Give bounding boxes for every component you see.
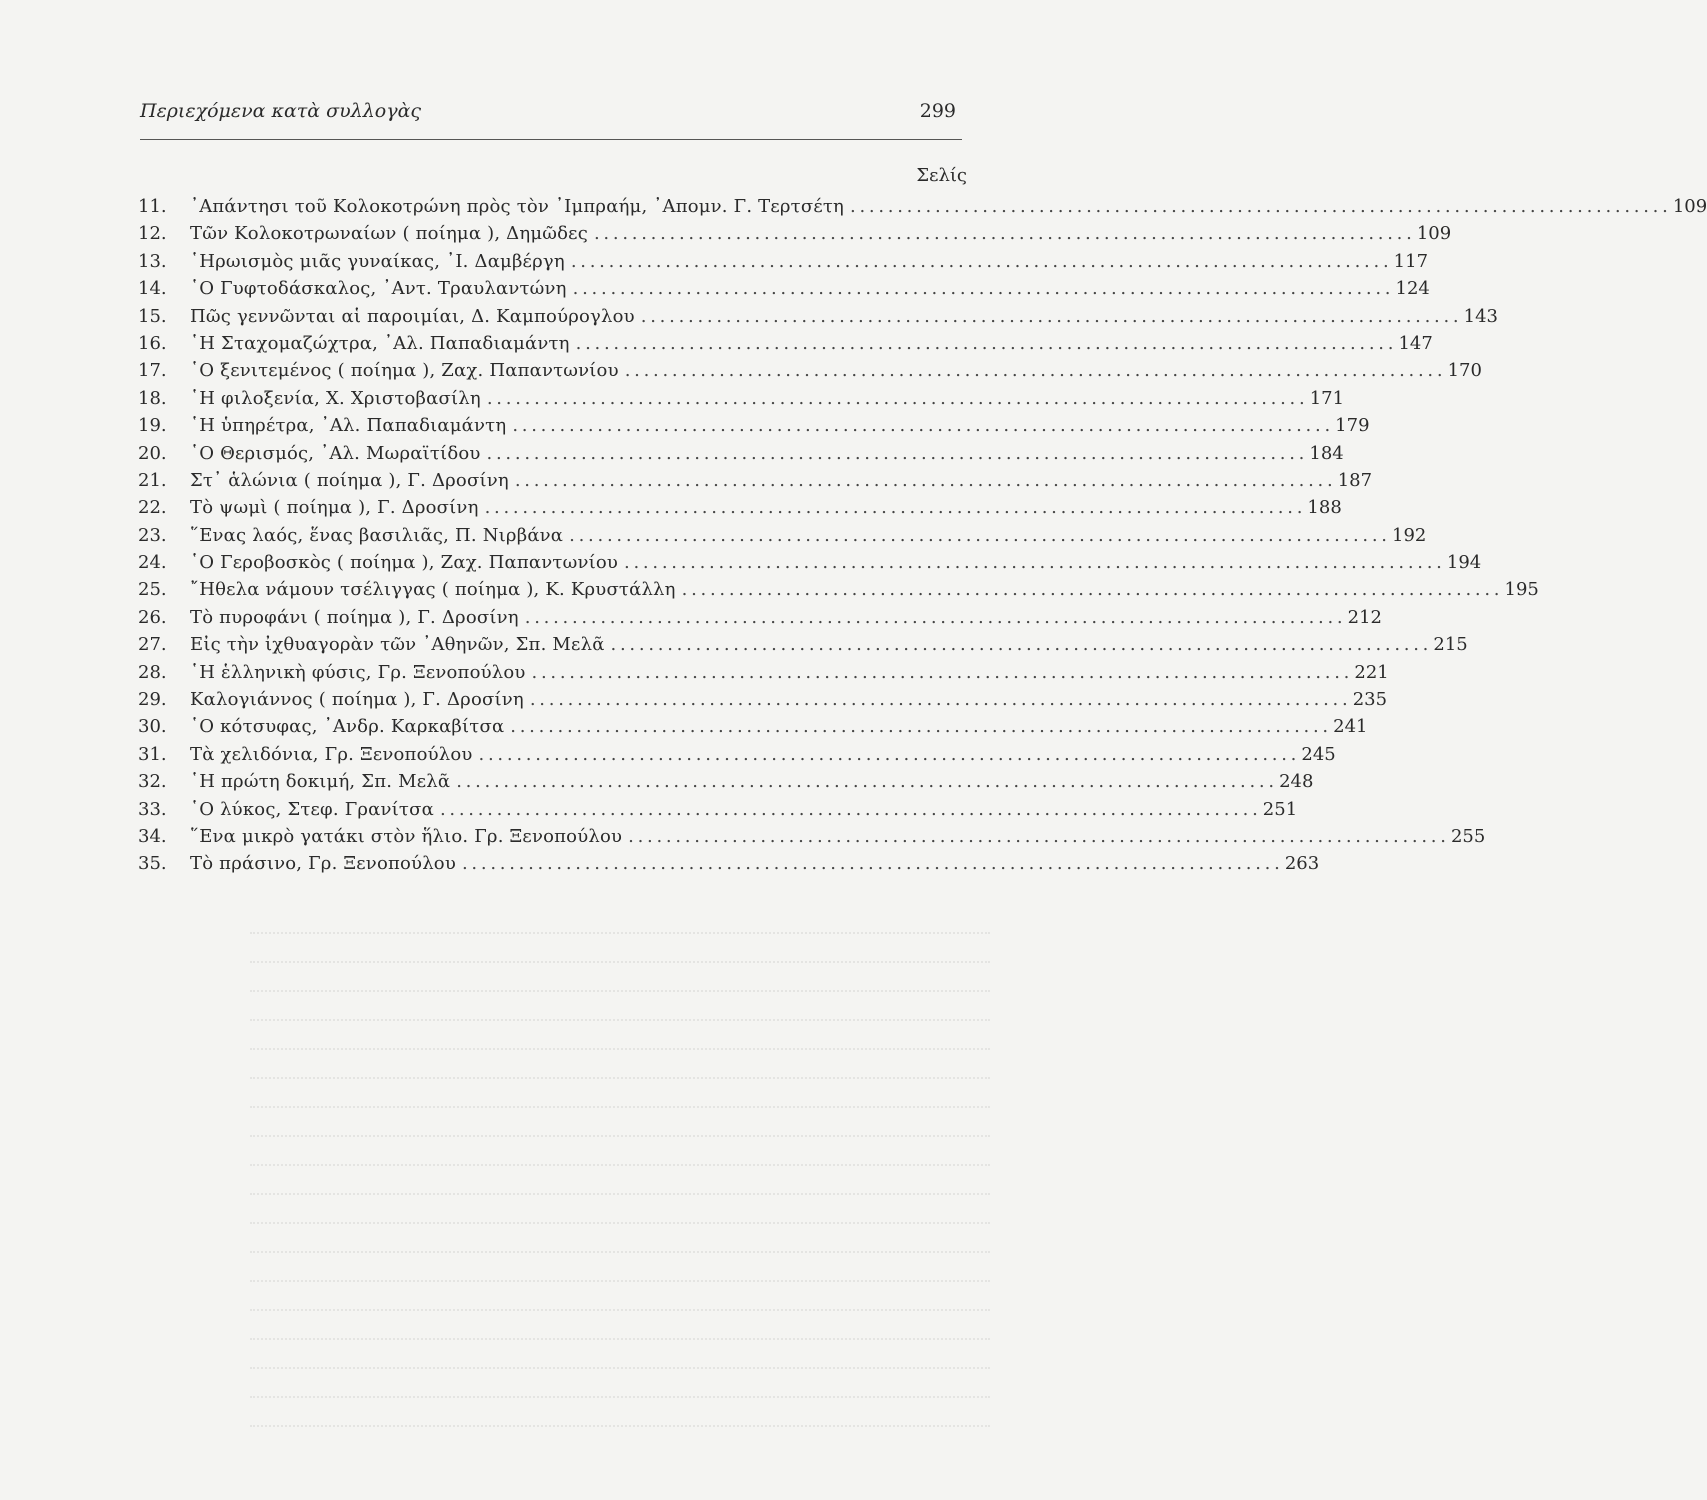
dot-leader [510,713,1327,740]
toc-entry [138,275,1430,302]
toc-entry-number: 23. [138,524,167,546]
toc-entry-page: 170 [1447,360,1482,382]
dot-leader [487,440,1304,467]
toc-entry-number: 30. [138,716,167,738]
toc-entry [138,631,1468,658]
toc-entry [138,686,1388,713]
toc-entry [138,193,1707,220]
toc-entry-title: ῞Ενα μικρὸ γατάκι στὸν ἥλιο. Γρ. Ξενοπούλου [190,825,623,847]
toc-entry-page: 212 [1347,606,1382,628]
toc-entry-page: 192 [1392,524,1427,546]
toc-entry-title: ῾Ο Γυφτοδάσκαλος, ᾿Αντ. Τραυλαντώνη [190,278,567,300]
toc-entry-page: 194 [1446,552,1482,574]
toc-entry [138,796,1298,823]
toc-entry-title: Τὰ χελιδόνια, Γρ. Ξενοπούλου [190,743,473,765]
dot-leader [641,303,1458,330]
toc-entry-number: 27. [138,634,167,656]
dot-leader [487,385,1304,412]
page-number: 299 [919,100,956,122]
toc-entry-page: 241 [1333,716,1368,738]
dot-leader [624,549,1441,576]
toc-entry-title: ῾Ο Γεροβοσκὸς ( ποίημα ), Ζαχ. Παπαντωνίου [190,552,619,574]
toc-entry [138,220,1452,247]
toc-entry-number: 33. [138,798,167,820]
dot-leader [512,412,1329,439]
toc-entry-number: 12. [138,223,167,245]
dot-leader [576,330,1393,357]
table-of-contents [138,193,1707,878]
toc-entry-title: ᾿Απάντησι τοῦ Κολοκοτρώνη πρὸς τὸν ᾿Ιμπραήμ, ᾿Απομν. Γ. Τερτσέτη [190,196,844,217]
dot-leader [569,522,1386,549]
toc-entry-title: ῾Η ἑλληνικὴ φύσις, Γρ. Ξενοπούλου [190,661,526,683]
toc-entry-title: ῾Ο κότσυφας, ᾿Ανδρ. Καρκαβίτσα [190,716,505,738]
toc-entry-number: 35. [138,853,167,875]
toc-entry-page: 251 [1262,798,1298,820]
running-head-title: Περιεχόμενα κατὰ συλλογὰς [140,100,422,122]
dot-leader [628,823,1445,850]
toc-entry [138,713,1368,740]
dot-leader [456,768,1273,795]
toc-entry-page: 195 [1504,579,1539,601]
toc-entry-page: 147 [1398,332,1433,354]
dot-leader [525,604,1342,631]
toc-entry-title: Πῶς γεννῶνται αἱ παροιμίαι, Δ. Καμπούρογλου [190,305,635,327]
show-through-shadow [250,905,990,1395]
toc-entry-title: ῾Η φιλοξενία, Χ. Χριστοβασίλη [190,387,481,409]
toc-entry-number: 15. [138,305,167,327]
dot-leader [850,193,1667,220]
toc-entry [138,522,1427,549]
toc-entry-page: 221 [1354,661,1389,683]
dot-leader [440,796,1257,823]
toc-entry-title: Καλογιάννος ( ποίημα ), Γ. Δροσίνη [190,689,524,711]
toc-entry-number: 32. [138,771,167,793]
toc-entry-page: 255 [1450,825,1486,847]
toc-entry-title: ῾Η Σταχομαζώχτρα, ᾿Αλ. Παπαδιαμάντη [190,332,570,354]
toc-entry-page: 235 [1352,689,1388,711]
dot-leader [625,357,1442,384]
header-rule [140,139,962,140]
toc-entry-title: ῎Ηθελα νάμουν τσέλιγγας ( ποίημα ), Κ. Κρυστάλλη [190,579,676,601]
toc-entry [138,330,1433,357]
toc-entry [138,357,1482,384]
toc-entry-number: 20. [138,442,167,464]
toc-entry-number: 29. [138,689,167,711]
toc-entry-title: Τὸ πυροφάνι ( ποίημα ), Γ. Δροσίνη [190,606,519,628]
dot-leader [571,248,1388,275]
toc-entry-page: 117 [1393,250,1429,272]
toc-entry-number: 14. [138,278,167,300]
toc-entry [138,303,1499,330]
toc-entry-page: 215 [1433,634,1468,656]
toc-entry-page: 184 [1309,442,1344,464]
dot-leader [594,220,1411,247]
dot-leader [485,494,1302,521]
toc-entry-number: 19. [138,415,167,437]
dot-leader [573,275,1390,302]
toc-entry [138,412,1370,439]
toc-entry-number: 21. [138,469,167,491]
toc-entry-page: 245 [1301,743,1336,765]
toc-entry-page: 171 [1309,387,1345,409]
toc-entry-number: 22. [138,497,167,519]
toc-entry-number: 34. [138,825,167,847]
toc-entry-title: ῾Ο ξενιτεμένος ( ποίημα ), Ζαχ. Παπαντωνίου [190,360,619,382]
toc-entry [138,576,1539,603]
running-head [140,100,956,130]
toc-entry [138,768,1314,795]
dot-leader [479,741,1296,768]
toc-entry-number: 31. [138,743,167,765]
toc-entry-page: 263 [1284,853,1320,875]
toc-entry [138,823,1486,850]
toc-entry-title: Στ᾿ ἁλώνια ( ποίημα ), Γ. Δροσίνη [190,469,509,491]
toc-entry-number: 13. [138,250,167,272]
toc-entry-title: ῾Η πρώτη δοκιμή, Σπ. Μελᾶ [190,771,451,793]
toc-entry-number: 18. [138,387,167,409]
dot-leader [532,659,1349,686]
toc-entry-page: 124 [1395,278,1430,300]
toc-entry-page: 248 [1279,771,1314,793]
toc-entry-page: 179 [1335,415,1370,437]
toc-entry-title: ῾Ο Θερισμός, ᾿Αλ. Μωραϊτίδου [190,442,481,464]
toc-entry [138,440,1344,467]
dot-leader [611,631,1428,658]
toc-entry [138,494,1342,521]
toc-entry-title: Τὸ πράσινο, Γρ. Ξενοπούλου [190,853,456,875]
toc-entry-number: 17. [138,360,167,382]
page-column-heading: Σελίς [916,165,967,186]
toc-entry-page: 143 [1463,305,1499,327]
toc-entry [138,549,1482,576]
toc-entry-title: Τῶν Κολοκοτρωναίων ( ποίημα ), Δημῶδες [190,223,588,245]
toc-entry [138,385,1345,412]
toc-entry-title: ῾Η ὑπηρέτρα, ᾿Αλ. Παπαδιαμάντη [190,415,507,437]
dot-leader [530,686,1347,713]
toc-entry-page: 188 [1307,497,1342,519]
dot-leader [462,850,1279,877]
toc-entry-number: 26. [138,606,167,628]
dot-leader [682,576,1499,603]
toc-entry-title: ῞Ενας λαός, ἕνας βασιλιᾶς, Π. Νιρβάνα [190,524,564,546]
toc-entry-title: Τὸ ψωμὶ ( ποίημα ), Γ. Δροσίνη [190,497,479,519]
toc-entry-number: 11. [138,196,167,217]
toc-entry-page: 187 [1337,469,1373,491]
toc-entry-title: ῾Ο λύκος, Στεφ. Γρανίτσα [190,798,434,820]
toc-entry [138,467,1373,494]
toc-entry-page: 109 [1416,223,1452,245]
toc-entry-title: Εἰς τὴν ἰχθυαγορὰν τῶν ᾿Αθηνῶν, Σπ. Μελᾶ [190,634,605,656]
toc-entry-page: 109 [1672,196,1707,217]
toc-entry-number: 16. [138,332,167,354]
toc-entry [138,604,1382,631]
toc-entry [138,659,1389,686]
toc-entry-number: 24. [138,552,167,574]
toc-entry-number: 28. [138,661,167,683]
toc-entry [138,741,1336,768]
dot-leader [515,467,1332,494]
toc-entry-title: ῾Ηρωισμὸς μιᾶς γυναίκας, ᾿Ι. Δαμβέργη [190,250,565,272]
toc-entry [138,248,1429,275]
toc-entry [138,850,1320,877]
toc-entry-number: 25. [138,579,167,601]
